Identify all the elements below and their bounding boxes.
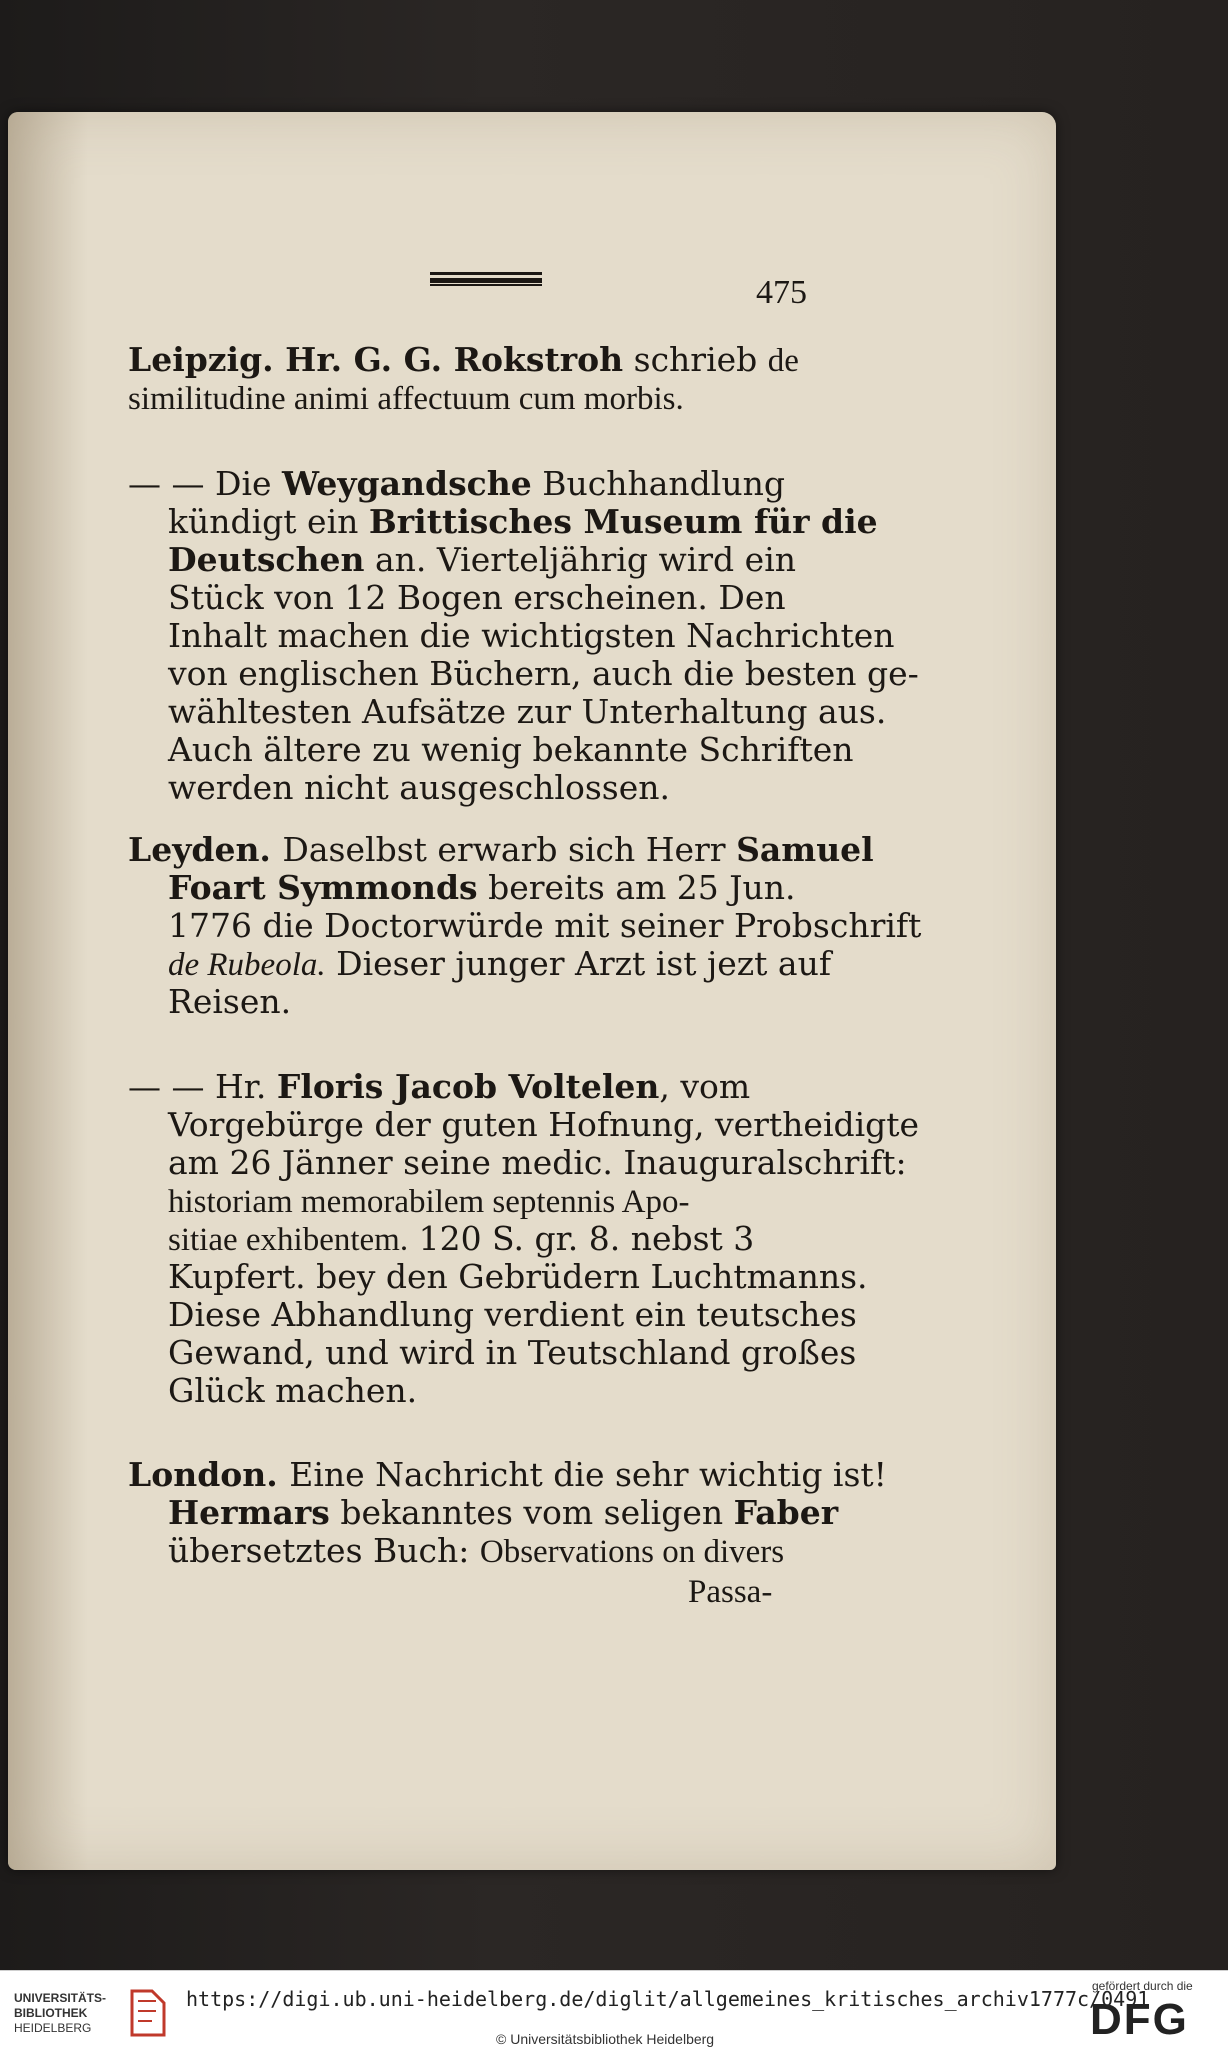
text-line <box>168 1219 754 1260</box>
book-page <box>8 112 1056 1870</box>
text-segment: bereits am 25 Jun. <box>477 868 796 907</box>
text-line <box>128 1067 750 1106</box>
text-line <box>168 730 854 769</box>
dfg-logo: DFG <box>1090 1995 1189 2044</box>
text-segment: — — Hr. <box>128 1067 277 1106</box>
text-segment: Faber <box>733 1493 839 1532</box>
text-segment: übersetztes Buch: <box>168 1531 480 1570</box>
text-segment: Kupfert. bey den Gebrüdern Luchtmanns. <box>168 1257 868 1296</box>
page-gutter-shadow <box>8 112 88 1870</box>
text-line <box>168 1371 417 1410</box>
text-line <box>128 830 874 869</box>
text-line <box>168 1105 919 1144</box>
text-segment: Passa- <box>688 1574 773 1610</box>
text-segment: Glück machen. <box>168 1371 418 1410</box>
text-segment: werden nicht ausgeschlossen. <box>168 768 670 807</box>
text-line <box>168 1181 690 1222</box>
text-line <box>168 1333 856 1372</box>
copyright-notice: © Universitätsbibliothek Heidelberg <box>496 2031 715 2047</box>
text-line <box>168 1493 838 1532</box>
text-line <box>168 944 831 985</box>
text-segment: Samuel <box>736 830 874 869</box>
text-line <box>168 768 670 807</box>
text-segment: Observations on divers <box>479 1534 785 1570</box>
text-segment: von englischen Büchern, auch die besten ge- <box>168 654 919 693</box>
place-heading: Leipzig. <box>128 340 286 379</box>
text-segment: Deutschen <box>168 540 365 579</box>
text-line <box>128 1455 887 1494</box>
text-line <box>168 616 895 655</box>
text-segment: — — Die <box>128 464 283 503</box>
text-segment: similitudine animi affectuum cum morbis. <box>128 381 684 417</box>
text-segment: Hr. G. G. Rokstroh <box>285 340 624 379</box>
text-segment: bekanntes vom seligen <box>329 1493 734 1532</box>
text-segment: Stück von 12 Bogen erscheinen. Den <box>168 578 786 617</box>
text-segment: 1776 die Doctorwürde mit seiner Probschrift <box>168 906 922 945</box>
text-segment: historiam memorabilem septennis Apo- <box>168 1184 690 1220</box>
text-line <box>168 692 886 731</box>
text-segment: , vom <box>659 1067 751 1106</box>
viewer-footer <box>0 1970 1228 2059</box>
text-segment: Weygandsche <box>282 464 532 503</box>
text-segment: Reisen. <box>168 982 292 1021</box>
text-segment: Gewand, und wird in Teutschland großes <box>168 1333 857 1372</box>
page-number: 475 <box>756 274 807 311</box>
text-segment: Floris Jacob Voltelen <box>276 1067 660 1106</box>
text-segment: de <box>767 343 799 379</box>
text-segment: Diese Abhandlung verdient ein teutsches <box>168 1295 857 1334</box>
text-segment: Auch ältere zu wenig bekannte Schriften <box>168 730 854 769</box>
place-heading: Leyden. <box>128 830 283 869</box>
library-emblem-icon <box>126 1987 170 2039</box>
text-line <box>168 1531 784 1572</box>
text-line <box>168 578 786 617</box>
text-segment: Eine Nachricht die sehr wichtig ist! <box>289 1455 887 1494</box>
text-segment: Foart Symmonds <box>168 868 478 907</box>
text-line <box>128 378 684 419</box>
place-heading: London. <box>128 1455 290 1494</box>
text-segment: de Rubeola. <box>168 947 326 983</box>
funding-caption: gefördert durch die <box>1092 1979 1193 1993</box>
text-segment: Dieser junger Arzt ist jezt auf <box>325 944 832 983</box>
text-segment: kündigt ein <box>168 502 369 541</box>
text-line <box>168 982 291 1021</box>
text-segment: 120 S. gr. 8. nebst 3 <box>408 1219 755 1258</box>
text-segment: Daselbst erwarb sich Herr <box>282 830 737 869</box>
text-segment: Vorgebürge der guten Hofnung, vertheidigte <box>168 1105 920 1144</box>
text-segment: wähltesten Aufsätze zur Unterhaltung aus. <box>168 692 887 731</box>
permalink-url[interactable]: https://digi.ub.uni-heidelberg.de/diglit/allgemeines_kritisches_archiv1777c/0491 <box>186 1987 1150 2011</box>
text-segment: Hermars <box>168 1493 330 1532</box>
text-line <box>168 1295 857 1334</box>
text-line <box>128 464 785 503</box>
text-line <box>688 1571 772 1612</box>
text-segment: an. Vierteljährig wird ein <box>364 540 796 579</box>
text-segment: am 26 Jänner seine medic. Inauguralschrift: <box>168 1143 907 1182</box>
text-line <box>128 340 799 381</box>
text-line <box>168 540 796 579</box>
text-line <box>168 1257 868 1296</box>
text-line <box>168 1143 907 1182</box>
text-segment: Buchhandlung <box>531 464 785 503</box>
text-segment: Brittisches Museum für die <box>368 502 878 541</box>
text-line <box>168 654 919 693</box>
text-segment: schrieb <box>623 340 768 379</box>
library-line: UNIVERSITÄTS- <box>14 1991 107 2005</box>
header-rule <box>430 272 542 286</box>
text-line <box>168 502 878 541</box>
text-line <box>168 906 921 945</box>
text-segment: sitiae exhibentem. <box>168 1222 409 1258</box>
library-line: HEIDELBERG <box>14 2021 92 2035</box>
text-line <box>168 868 796 907</box>
text-segment: Inhalt machen die wichtigsten Nachrichten <box>168 616 895 655</box>
library-line: BIBLIOTHEK <box>14 2006 88 2020</box>
